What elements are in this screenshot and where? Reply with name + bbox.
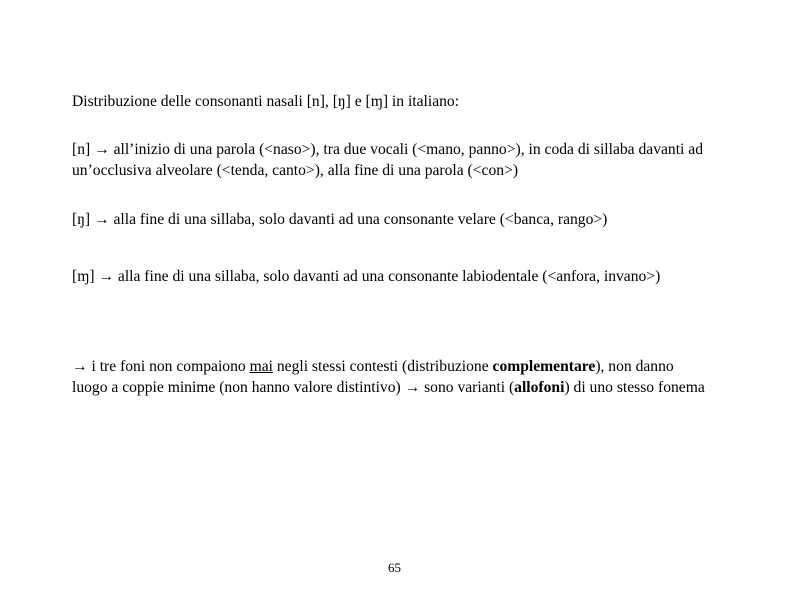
page-number: 65 [388,560,401,575]
conclusion-text-4: ) di uno stesso fonema [564,379,705,396]
conclusion-text-1: → i tre foni non compaiono [72,358,250,375]
emphasis-allofoni: allofoni [514,379,565,396]
emphasis-mai: mai [249,358,273,375]
emphasis-complementare: complementare [492,358,596,375]
conclusion-text-2: negli stessi contesti (distribuzione [272,358,493,375]
page-title: Distribuzione delle consonanti nasali [n], [ŋ] e [ɱ] in italiano: [72,93,460,110]
conclusion-text-3: ), non danno luogo a coppie minime (non hanno valore distintivo) → sono varianti ( [72,358,674,396]
conclusion-paragraph [72,356,712,398]
rule-mg-paragraph: [ɱ] → alla fine di una sillaba, solo davanti ad una consonante labiodentale (<anfora, invano>) [72,268,661,285]
rule-n-paragraph: [n] → all’inizio di una parola (<naso>), tra due vocali (<mano, panno>), in coda di sillaba davanti ad un’occlusiva alveolare (<tenda, canto>), alla fine di una parola (<con>) [72,141,704,179]
rule-ng-paragraph: [ŋ] → alla fine di una sillaba, solo davanti ad una consonante velare (<banca, rango>) [72,211,608,228]
